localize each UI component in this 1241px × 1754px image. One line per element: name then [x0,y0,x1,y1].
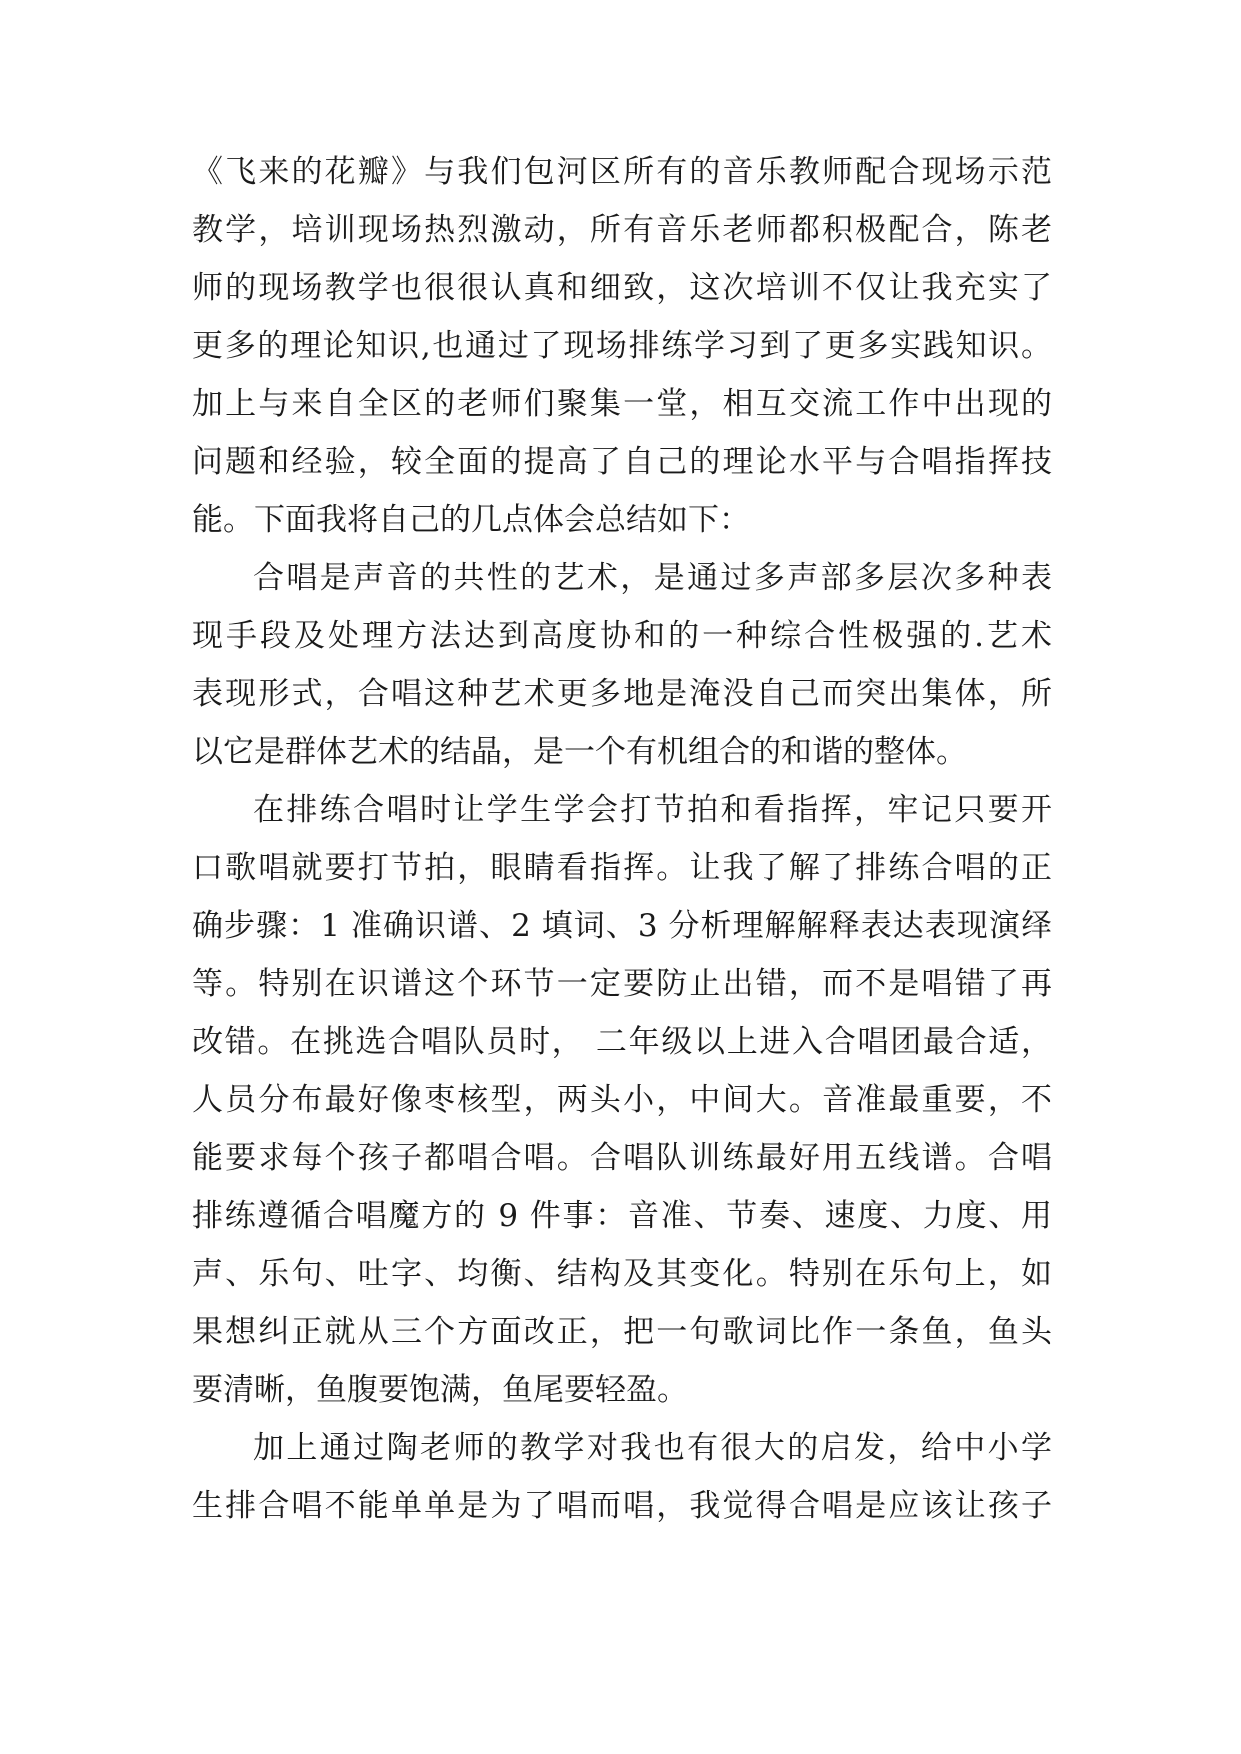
text-line: 以它是群体艺术的结晶，是一个有机组合的和谐的整体。 [192,734,967,770]
text-line: 更多的理论知识,也通过了现场排练学习到了更多实践知识。 [192,328,1052,364]
text-line: 加上与来自全区的老师们聚集一堂，相互交流工作中出现的 [192,386,1052,422]
text-line: 问题和经验，较全面的提高了自己的理论水平与合唱指挥技 [192,444,1052,480]
text-line: 确步骤：1 准确识谱、2 填词、3 分析理解解释表达表现演绎 [192,908,1052,944]
text-line: 合唱是声音的共性的艺术，是通过多声部多层次多种表 [253,560,1052,596]
text-line: 生排合唱不能单单是为了唱而唱，我觉得合唱是应该让孩子 [192,1488,1052,1524]
text-line: 在排练合唱时让学生学会打节拍和看指挥，牢记只要开 [253,792,1052,828]
text-line: 加上通过陶老师的教学对我也有很大的启发，给中小学 [253,1430,1052,1466]
text-line: 声、乐句、吐字、均衡、结构及其变化。特别在乐句上，如 [192,1256,1052,1292]
text-line: 表现形式，合唱这种艺术更多地是淹没自己而突出集体，所 [192,676,1052,712]
text-line: 能要求每个孩子都唱合唱。合唱队训练最好用五线谱。合唱 [192,1140,1052,1176]
text-line: 《飞来的花瓣》与我们包河区所有的音乐教师配合现场示范 [192,154,1052,190]
text-line: 果想纠正就从三个方面改正，把一句歌词比作一条鱼，鱼头 [192,1314,1052,1350]
text-line: 要清晰，鱼腹要饱满，鱼尾要轻盈。 [192,1372,688,1408]
text-line: 改错。在挑选合唱队员时， 二年级以上进入合唱团最合适， [192,1024,1052,1060]
text-line: 能。下面我将自己的几点体会总结如下： [192,502,750,538]
text-line: 等。特别在识谱这个环节一定要防止出错，而不是唱错了再 [192,966,1052,1002]
text-line: 排练遵循合唱魔方的 9 件事：音准、节奏、速度、力度、用 [192,1198,1052,1234]
text-line: 教学，培训现场热烈激动，所有音乐老师都积极配合，陈老 [192,212,1052,248]
text-line: 人员分布最好像枣核型，两头小，中间大。音准最重要，不 [192,1082,1052,1118]
text-line: 现手段及处理方法达到高度协和的一种综合性极强的.艺术 [192,618,1052,654]
text-line: 口歌唱就要打节拍，眼睛看指挥。让我了解了排练合唱的正 [192,850,1052,886]
text-line: 师的现场教学也很很认真和细致，这次培训不仅让我充实了 [192,270,1052,306]
